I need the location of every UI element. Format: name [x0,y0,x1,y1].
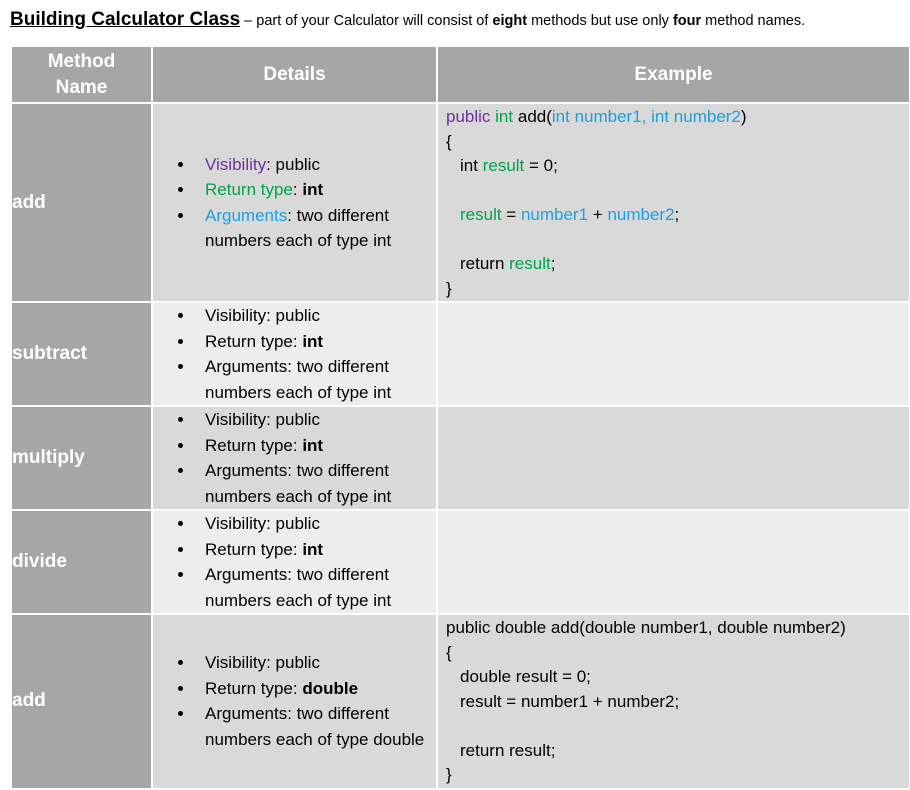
code-semicolon: ; [550,254,556,273]
code-method-name: add( [517,107,552,126]
return-type-item [195,433,436,459]
code-result: result [482,156,525,175]
return-type-label: Return type: [205,678,303,698]
arguments-item: • Arguments: two different numbers each of type int [195,354,436,405]
header-method-name-line-2: Name [55,76,108,98]
code-int: int [460,156,478,175]
return-type-value: int [302,539,324,559]
details-list [153,511,436,613]
code-open-brace: { [446,131,452,151]
details-cell [152,103,437,302]
details-cell [152,614,437,789]
code-close-brace: } [446,278,452,298]
code-assign-zero: = 0; [524,156,558,175]
example-cell [437,103,910,302]
method-name-cell: multiply [11,406,152,510]
arguments-value: : two different numbers each of type int [205,205,392,250]
arguments-item: • Arguments: two different numbers each of type int [195,562,436,613]
code-block [438,616,909,788]
code-params: int number1, int number2 [551,107,741,126]
code-close-brace: } [446,765,452,784]
code-plus: + [588,205,608,224]
arguments-item [195,203,436,254]
return-type-value: int [302,180,324,199]
visibility-item [195,152,436,178]
details-cell [152,406,437,510]
visibility-item: • Visibility: public [195,407,436,433]
code-number1: number1 [520,205,589,224]
return-type-label: Return type [205,180,293,199]
details-cell [152,302,437,406]
code-blank-line [446,179,909,204]
code-line-1 [446,154,909,179]
return-type-value: int [302,331,324,351]
document-title [10,5,910,35]
header-details: Details [152,46,437,103]
return-type-item [195,537,436,563]
return-type-value: double [302,678,359,698]
return-type-label: Return type: [205,331,303,351]
code-line-3: return result; [460,740,556,760]
code-number2: number2 [607,205,675,224]
arguments-label: Arguments [205,205,288,225]
return-type-item [195,177,436,203]
code-result: result [460,205,502,224]
arguments-item: • Arguments: two different numbers each of type double [195,701,436,752]
example-cell [437,302,910,406]
header-example: Example [437,46,910,103]
method-name-cell: subtract [11,302,152,406]
table-row [11,510,910,614]
return-type-value: int [302,435,324,455]
code-result: result [509,254,551,273]
arguments-item: • Arguments: two different numbers each of type int [195,458,436,509]
method-name-cell: divide [11,510,152,614]
title-dash: – [240,13,257,29]
method-name-cell: add [11,103,152,302]
visibility-value: : public [266,154,320,174]
table-row [11,302,910,406]
method-name-cell: add [11,614,152,789]
code-return: return [460,254,510,273]
visibility-item: • Visibility: public [195,511,436,537]
code-equals: = [501,205,521,224]
title-text-3: method names. [701,13,806,29]
code-line-1: double result = 0; [460,667,591,686]
table-row [11,406,910,510]
title-text-2: methods but use only [527,13,673,29]
details-cell [152,510,437,614]
table-row [11,103,910,302]
table-row [11,614,910,789]
title-bold-eight: eight [492,13,528,29]
visibility-item: • Visibility: public [195,303,436,329]
details-list [153,407,436,509]
code-semicolon: ; [674,205,680,224]
code-line-2: result = number1 + number2; [460,691,680,711]
example-cell [437,510,910,614]
visibility-label: Visibility [205,154,267,174]
title-text-1: part of your Calculator will consist of [256,13,493,29]
example-cell [437,406,910,510]
return-type-item [195,676,436,702]
table-header-row [11,46,910,103]
code-paren-close: ) [740,107,747,126]
code-line-2 [446,203,909,228]
code-signature: public double add(double number1, double number2) [446,618,846,637]
code-keyword-public: public [446,107,491,126]
code-block [438,105,909,301]
code-line-3 [446,252,909,277]
code-return-type: int [495,107,514,126]
example-cell [437,614,910,789]
details-list [153,152,436,254]
visibility-item: • Visibility: public [195,650,436,676]
return-type-sep: : [292,180,303,199]
header-method-name-line-1: Method [47,50,116,72]
code-blank-line [446,228,909,253]
return-type-label: Return type: [205,435,303,455]
title-main: Building Calculator Class [10,9,241,30]
code-signature [446,105,909,130]
header-method-name [11,46,152,103]
details-list [153,650,436,752]
methods-table [10,45,910,790]
details-list [153,303,436,405]
code-open-brace: { [446,642,452,662]
return-type-item [195,329,436,355]
title-bold-four: four [672,13,702,29]
return-type-label: Return type: [205,539,303,559]
code-blank-line [446,714,909,739]
